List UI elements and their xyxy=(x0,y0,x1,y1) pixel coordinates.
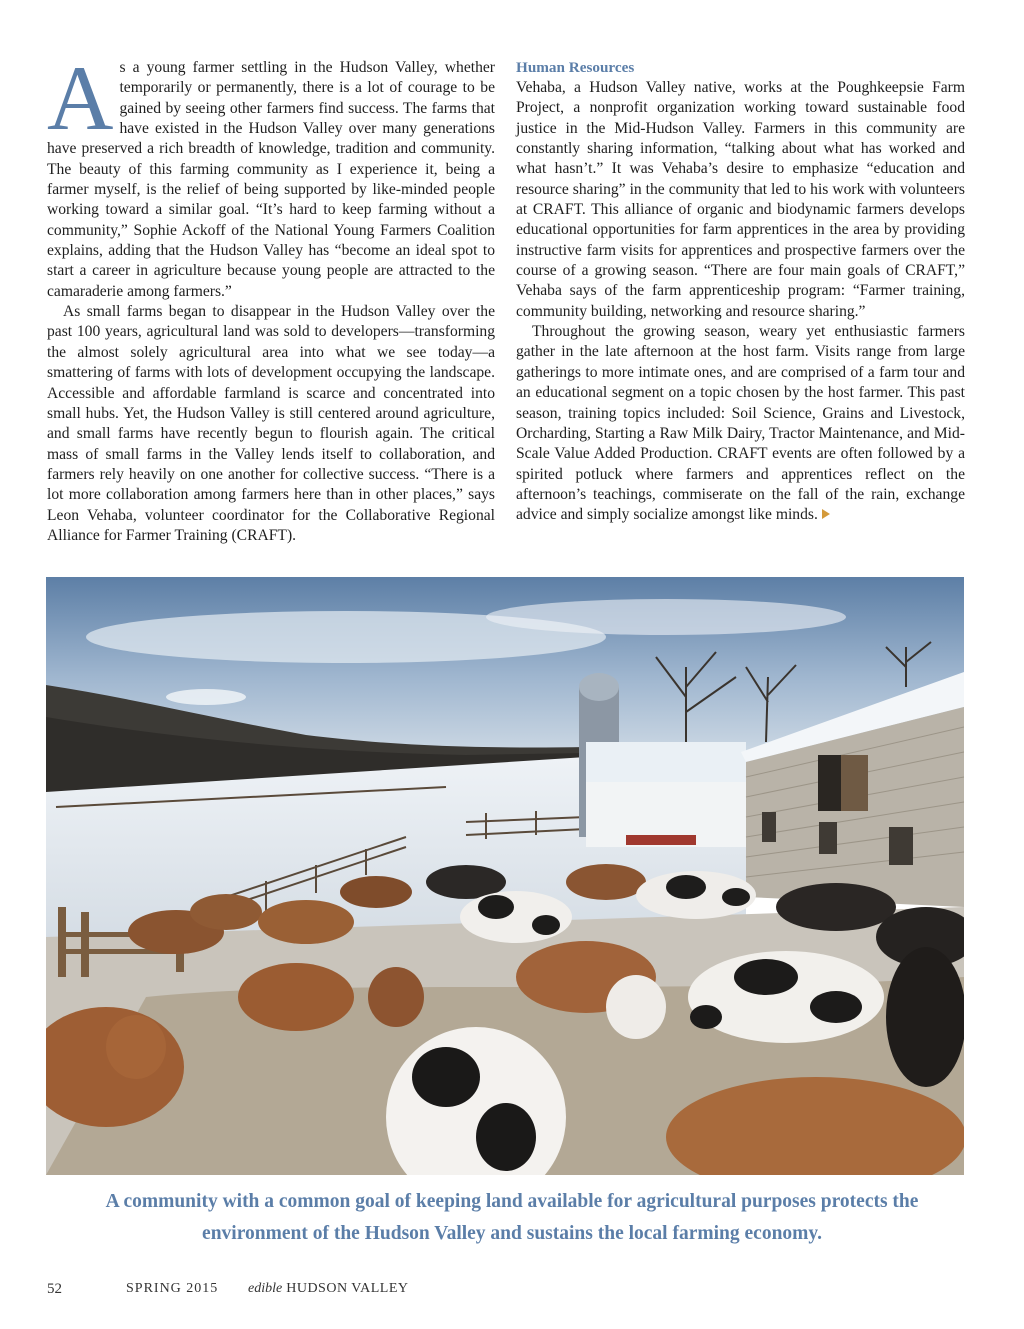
magazine-name-italic: edible xyxy=(248,1281,283,1296)
closing-paragraph xyxy=(516,322,965,525)
section-subhead: Human Resources xyxy=(516,59,635,76)
issue-label: SPRING 2015 xyxy=(126,1281,219,1296)
intro-paragraph-text: s a young farmer settling in the Hudson Valley, whether temporarily or permanently, there is a lot of courage to be gained by seeing other farmers find success. The farms that have existed in the Hudson Valley over many generations have preserved a rich breadth of knowledge, tradition and community. The beauty of this farming community as I experience it, being a farmer myself, is the relief of being supported by like-minded people working toward a similar goal. “It’s hard to keep farming without a community,” Sophie Ackoff of the National Young Farmers Coalition explains, adding that the Hudson Valley has “become an ideal spot to start a career in agriculture because young people are attracted to the camaraderie among farmers.” xyxy=(47,59,495,300)
right-column xyxy=(516,58,965,526)
body-paragraph: Vehaba, a Hudson Valley native, works at the Poughkeepsie Farm Project, a nonprofit organization working toward sustainable food justice in the Mid-Hudson Valley. Farmers in this community are constantly sharing information, “talking about what has worked and what hasn’t.” It was Vehaba’s desire to emphasize “education and resource sharing” in the community that led to his work with volunteers at CRAFT. This alliance of organic and biodynamic farmers develops educational opportunities for farm apprentices in the area by providing instructive farm visits for apprentices and prospective farmers over the course of a growing season. “There are four main goals of CRAFT,” Vehaba says of the farm apprenticeship program: “Farmer training, community building, networking and resource sharing.” xyxy=(516,79,965,320)
page-number: 52 xyxy=(47,1281,62,1297)
closing-paragraph-text: Throughout the growing season, weary yet enthusiastic farmers gather in the late afternoon at the host farm. Visits range from large gatherings to more intimate ones, and are comprised of a farm tour and an educational segment on a topic chosen by the host farmer. This past season, training topics included: Soil Science, Grains and Livestock, Orcharding, Starting a Raw Milk Dairy, Tractor Maintenance, and Mid-Scale Value Added Production. CRAFT events are often followed by a spirited potluck where farmers and apprentices reflect on the afternoon’s teachings, commiserate on the fall of the rain, exchange advice and simply socialize amongst like minds. xyxy=(516,323,965,524)
drop-cap: A xyxy=(47,47,114,149)
end-mark-icon xyxy=(822,509,830,519)
body-paragraph: As small farms began to disappear in the Hudson Valley over the past 100 years, agricultural land was sold to developers—transforming the almost solely agricultural area into what we see today—a smattering of farms with lots of development occupying the landscape. Accessible and affordable farmland is scarce and concentrated into small hubs. Yet, the Hudson Valley is still centered around agriculture, and small farms have recently begun to flourish again. The critical mass of small farms in the Valley lends itself to collaboration, and farmers rely heavily on one another for collective success. “There is a lot more collaboration among farmers here than in other places,” says Leon Vehaba, volunteer coordinator for the Collaborative Regional Alliance for Farmer Training (CRAFT). xyxy=(47,303,495,544)
photo-illustration xyxy=(46,577,964,1175)
intro-paragraph xyxy=(47,47,495,302)
magazine-name xyxy=(248,1281,409,1297)
magazine-name-rest: HUDSON VALLEY xyxy=(286,1281,409,1296)
farm-cows-winter-photo xyxy=(46,577,964,1175)
photo-caption: A community with a common goal of keeping land available for agricultural purposes protects the environment of the Hudson Valley and sustains the local farming economy. xyxy=(105,1191,919,1244)
left-column xyxy=(47,47,495,546)
